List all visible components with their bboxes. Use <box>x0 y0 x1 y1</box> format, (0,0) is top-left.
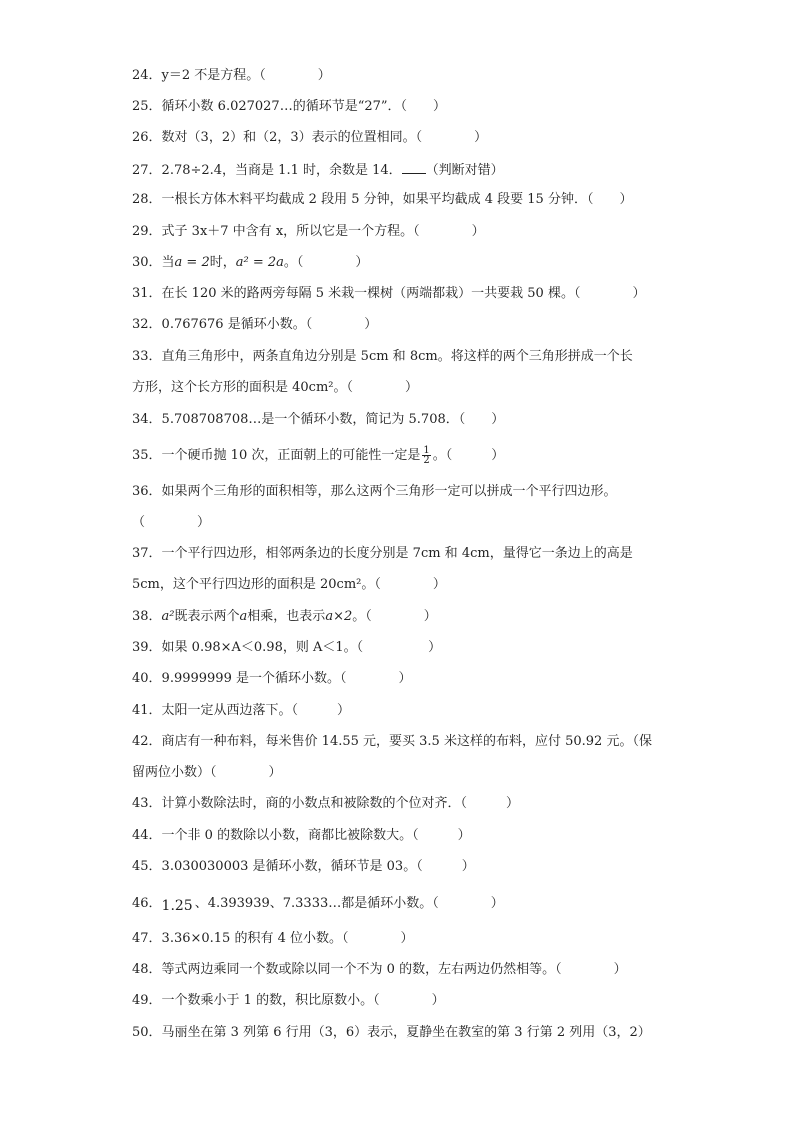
question-46 <box>132 895 504 912</box>
question-41: 41．太阳一定从西边落下。（ ） <box>132 703 351 718</box>
variable-a: a <box>239 609 248 624</box>
question-25: 25．循环小数 6.027027…的循环节是“27”．（ ） <box>132 99 447 114</box>
question-35-text: 35．一个硬币抛 10 次，正面朝上的可能性一定是 <box>132 448 421 463</box>
question-37-line2: 5cm，这个平行四边形的面积是 20cm²。（ ） <box>132 577 446 592</box>
question-30-prefix: 30．当 <box>132 255 175 270</box>
question-30-when: 时， <box>209 255 236 270</box>
question-37-line1: 37．一个平行四边形，相邻两条边的长度分别是 7cm 和 4cm，量得它一条边上的高是 <box>132 546 633 561</box>
formula-a-equals-2: a = 2 <box>174 255 210 270</box>
question-33-line1: 33．直角三角形中，两条直角边分别是 5cm 和 8cm。将这样的两个三角形拼成一个长 <box>132 349 633 364</box>
question-42-line1: 42．商店有一种布料，每米售价 14.55 元，要买 3.5 米这样的布料，应付 50.92 元。（保 <box>132 734 652 749</box>
question-29: 29．式子 3x＋7 中含有 x，所以它是一个方程。（ ） <box>132 224 485 239</box>
question-45: 45．3.030030003 是循环小数，循环节是 03。（ ） <box>132 859 475 874</box>
formula-a-times-2: a×2 <box>325 609 353 624</box>
question-39: 39．如果 0.98×A＜0.98，则 A＜1。（ ） <box>132 640 442 655</box>
fraction-denominator: 2 <box>423 455 430 466</box>
question-38-text2: 相乘，也表示 <box>247 609 326 624</box>
fraction-numerator: 1 <box>423 445 430 456</box>
question-38-prefix: 38． <box>132 609 162 624</box>
question-36-line1: 36．如果两个三角形的面积相等，那么这两个三角形一定可以拼成一个平行四边形。 <box>132 484 617 499</box>
question-27-suffix: （判断对错） <box>425 163 504 178</box>
answer-blank[interactable] <box>402 161 426 174</box>
formula-a-squared: a² = 2a <box>235 255 284 270</box>
question-49: 49．一个数乘小于 1 的数，积比原数小。（ ） <box>132 993 445 1008</box>
question-46-text: 、4.393939、7.3333…都是循环小数。（ ） <box>194 896 504 911</box>
question-32: 32．0.767676 是循环小数。（ ） <box>132 317 378 332</box>
formula-a-squared: a² <box>161 609 175 624</box>
question-36-line2: （ ） <box>132 515 211 530</box>
question-26: 26．数对（3，2）和（2，3）表示的位置相同。（ ） <box>132 130 488 145</box>
question-40: 40．9.9999999 是一个循环小数。（ ） <box>132 671 412 686</box>
question-31: 31．在长 120 米的路两旁每隔 5 米栽一棵树（两端都栽）一共要栽 50 棵。（ ） <box>132 286 646 301</box>
question-27-text: 27．2.78÷2.4，当商是 1.1 时，余数是 14． <box>132 163 402 178</box>
question-42-line2: 留两位小数）（ ） <box>132 765 282 780</box>
question-35-suffix: 。（ ） <box>432 448 505 463</box>
question-48: 48．等式两边乘同一个数或除以同一个不为 0 的数，左右两边仍然相等。（ ） <box>132 962 627 977</box>
fraction-one-half <box>422 446 430 465</box>
question-28: 28．一根长方体木料平均截成 2 段用 5 分钟，如果平均截成 4 段要 15 分钟．（ ） <box>132 192 633 207</box>
question-38 <box>132 609 437 625</box>
question-46-prefix: 46． <box>132 896 162 911</box>
question-44: 44．一个非 0 的数除以小数，商都比被除数大。（ ） <box>132 828 471 843</box>
question-27 <box>132 161 504 179</box>
question-35 <box>132 446 504 465</box>
question-30-suffix: 。（ ） <box>283 255 369 270</box>
question-38-suffix: 。（ ） <box>352 609 437 624</box>
question-43: 43．计算小数除法时，商的小数点和被除数的个位对齐．（ ） <box>132 796 520 811</box>
question-33-line2: 方形，这个长方形的面积是 40cm²。（ ） <box>132 380 418 395</box>
question-50: 50．马丽坐在第 3 列第 6 行用（3，6）表示，夏静坐在教室的第 3 行第 2 列用（3，2） <box>132 1025 651 1040</box>
question-38-text1: 既表示两个 <box>174 609 240 624</box>
question-30 <box>132 255 368 271</box>
repeating-decimal-1-25: 1.25 <box>161 898 193 914</box>
question-47: 47．3.36×0.15 的积有 4 位小数。（ ） <box>132 931 414 946</box>
question-24: 24．y＝2 不是方程。（ ） <box>132 68 331 83</box>
question-34: 34．5.708708708…是一个循环小数，简记为 5.708．（ ） <box>132 412 505 427</box>
